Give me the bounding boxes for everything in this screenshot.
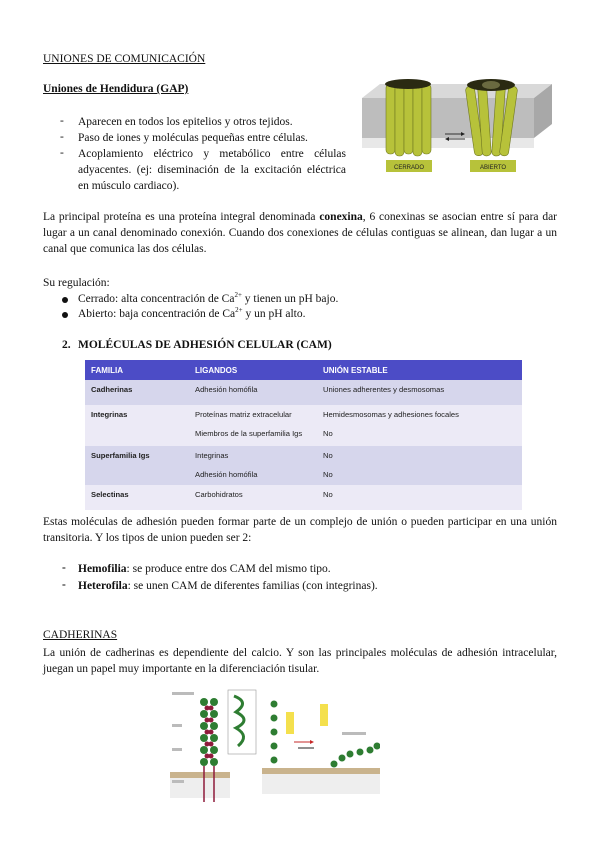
regulation-closed: Cerrado: alta concentración de $Ca^{2+}$ y tienen un pH bajo. [78,291,339,305]
table-cell: Superfamilia Igs [85,446,189,470]
list-item-continuation: en músculo cardiaco). [78,180,180,192]
table-cell: Adhesión homófila [189,380,317,405]
dash-marker: - [60,147,64,159]
bullet-dot [62,297,68,303]
type-homophilic: Hemofilia: se produce entre dos CAM del mismo tipo. [78,563,331,575]
list-item: Acoplamiento eléctrico y metabólico entre células [78,148,346,160]
cam-table [85,360,522,510]
regulation-label: Su regulación: [43,277,110,289]
dash-marker: - [60,131,64,143]
closed-label: CERRADO [393,165,425,171]
table-cell: Adhesión homófila [189,470,317,485]
cadherin-figure [170,684,380,806]
table-row [85,470,522,485]
regulation-open: Abierto: baja concentración de $Ca^{2+}$ y un pH alto. [78,306,306,320]
type-heterophilic: Heterofila: se unen CAM de diferentes familias (con integrinas). [78,580,378,592]
table-header-row [85,360,522,380]
table-header: LIGANDOS [189,360,317,380]
table-row [85,380,522,405]
dash-marker: - [60,115,64,127]
table-cell: Integrinas [85,405,189,429]
table-cell: No [317,485,522,510]
table-cell: No [317,429,522,446]
list-item-continuation: adyacentes. (ej: diseminación de la excitación eléctrica [78,164,346,176]
cadherinas-title: CADHERINAS [43,629,118,641]
gap-title: Uniones de Hendidura (GAP) [43,83,189,95]
list-item: Aparecen en todos los epitelios y otros tejidos. [78,116,293,128]
table-header: FAMILIA [85,360,189,380]
dash-marker: - [62,579,66,591]
table-cell: No [317,470,522,485]
open-label: ABIERTO [479,165,507,171]
table-row [85,405,522,429]
table-cell: Integrinas [189,446,317,470]
table-cell: No [317,446,522,470]
table-row [85,485,522,510]
cadherinas-paragraph: La unión de cadherinas es dependiente del calcio. Y son las principales moléculas de adhesión intracelular, juegan un papel muy importante en la diferenciación tisular. [43,647,557,675]
table-cell: Cadherinas [85,380,189,405]
table-cell: Miembros de la superfamilia Igs [189,429,317,446]
table-cell: Selectinas [85,485,189,510]
section-title: MOLÉCULAS DE ADHESIÓN CELULAR (CAM) [78,339,332,351]
table-cell: Uniones adherentes y desmosomas [317,380,522,405]
table-cell: Carbohidratos [189,485,317,510]
table-cell [85,470,189,485]
union-paragraph: Estas moléculas de adhesión pueden formar parte de un complejo de unión o pueden participar en una unión transitoria. Y los tipos de union pueden ser 2: [43,516,557,544]
conexina-paragraph: La principal proteína es una proteína integral denominada conexina, 6 conexinas se asocian entre sí para dar lugar a un canal denominado conexión. Cuando dos conexiones de células contiguas se alinean, dan lugar a un canal que comunica las dos células. [43,211,557,255]
table-header: UNIÓN ESTABLE [317,360,522,380]
dash-marker: - [62,562,66,574]
table-row [85,446,522,470]
bullet-dot [62,312,68,318]
table-cell: Hemidesmosomas y adhesiones focales [317,405,522,429]
list-item: Paso de iones y moléculas pequeñas entre células. [78,132,308,144]
table-cell [85,429,189,446]
section-heading: UNIONES DE COMUNICACIÓN [43,53,206,65]
table-row [85,429,522,446]
section-number: 2. [62,339,71,351]
table-cell: Proteínas matriz extracelular [189,405,317,429]
gap-junction-figure [362,76,552,176]
